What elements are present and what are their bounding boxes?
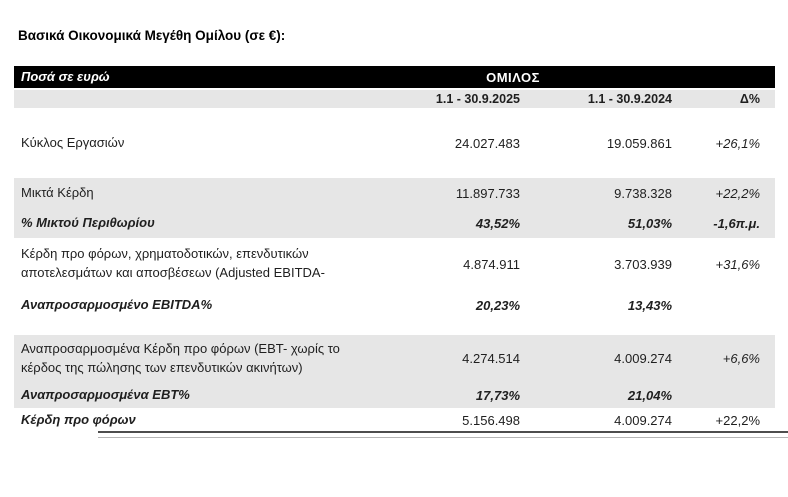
value-2024: 4.009.274 xyxy=(614,351,672,366)
row-label: Κέρδη προ φόρων xyxy=(21,412,136,428)
table-row-gross-profit xyxy=(14,178,775,208)
table-subheader-row xyxy=(14,90,775,108)
column-header-2024: 1.1 - 30.9.2024 xyxy=(587,92,672,106)
table-row-adjusted-ebitda-pct xyxy=(14,290,775,320)
value-2024: 9.738.328 xyxy=(614,185,672,201)
value-2024: 21,04% xyxy=(627,387,672,403)
table-bottom-border-shadow xyxy=(98,437,788,438)
value-delta: +22,2% xyxy=(715,185,760,201)
column-header-2025: 1.1 - 30.9.2025 xyxy=(435,92,520,106)
row-spacer xyxy=(14,320,775,335)
row-label: Αναπροσαρμοσμένα Κέρδη προ φόρων (EBT- χωρίς το κέρδος της πώλησης των επενδυτικών ακινήτων) xyxy=(21,340,340,375)
row-label: Αναπροσαρμοσμένο EBITDA% xyxy=(21,296,213,312)
value-delta: +6,6% xyxy=(722,351,760,366)
value-2025: 4.874.911 xyxy=(463,256,520,272)
value-2025: 4.274.514 xyxy=(462,351,520,366)
page-title: Βασικά Οικονομικά Μεγέθη Ομίλου (σε €): xyxy=(18,28,286,43)
value-2024: 51,03% xyxy=(627,215,672,231)
table-row-gross-margin xyxy=(14,208,775,238)
table-header-row xyxy=(14,66,775,88)
header-corner-label: Ποσά σε ευρώ xyxy=(21,68,110,84)
value-delta: +22,2% xyxy=(715,413,760,428)
table-row-adjusted-ebitda xyxy=(14,238,775,290)
value-delta: -1,6π.μ. xyxy=(713,215,760,231)
column-header-delta: Δ% xyxy=(739,92,760,106)
row-label: % Μικτού Περιθωρίου xyxy=(21,214,155,230)
value-2024: 19.059.861 xyxy=(606,135,672,151)
value-delta: +26,1% xyxy=(715,135,760,151)
value-2024: 4.009.274 xyxy=(614,413,672,428)
table-row-adjusted-ebt xyxy=(14,335,775,382)
value-2024: 3.703.939 xyxy=(614,256,672,272)
row-label: Κύκλος Εργασιών xyxy=(21,134,125,150)
value-2025: 5.156.498 xyxy=(462,413,520,428)
value-2025: 11.897.733 xyxy=(455,185,520,201)
value-2024: 13,43% xyxy=(627,297,672,313)
value-delta: +31,6% xyxy=(715,256,760,272)
table-row-ebt xyxy=(14,408,775,433)
value-2025: 43,52% xyxy=(475,215,520,231)
value-2025: 17,73% xyxy=(475,387,520,403)
row-label: Αναπροσαρμοσμένα EBT% xyxy=(21,386,190,402)
row-label: Κέρδη προ φόρων, χρηματοδοτικών, επενδυτικών αποτελεσμάτων και αποσβέσεων (Adjusted EBITDA- xyxy=(21,246,325,280)
value-2025: 24.027.483 xyxy=(454,135,520,151)
table-bottom-border xyxy=(98,431,788,433)
value-2025: 20,23% xyxy=(475,297,520,313)
table-row-adjusted-ebt-pct xyxy=(14,382,775,408)
table-row-turnover xyxy=(14,108,775,178)
financial-table xyxy=(14,66,775,433)
row-label: Μικτά Κέρδη xyxy=(21,184,94,200)
header-group-label: ΟΜΙΛΟΣ xyxy=(486,69,540,85)
